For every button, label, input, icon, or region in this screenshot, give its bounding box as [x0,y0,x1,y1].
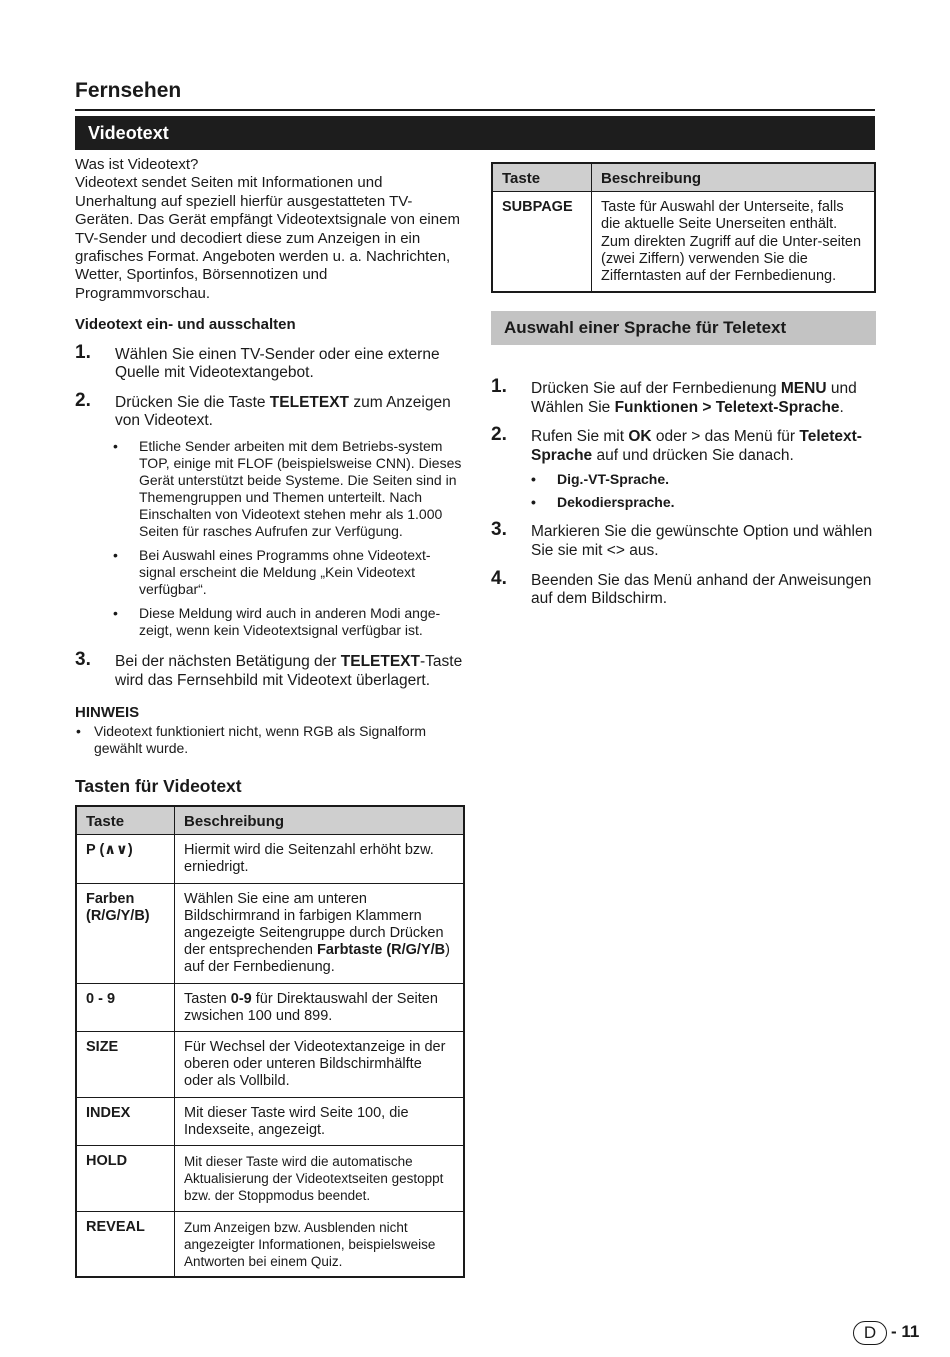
key-cell: SIZE [77,1032,175,1098]
step-text: Wählen Sie einen TV-Sender oder eine externe Quelle mit Videotextangebot. [115,345,440,382]
col-desc-header: Beschreibung [592,164,875,192]
step-number: 3. [75,649,91,671]
language-bullets [491,471,876,511]
step-key: Funktionen [614,398,699,416]
step-number: 4. [491,567,507,589]
key-cell: SUBPAGE [493,192,592,292]
language-step [491,519,876,560]
bullet-item: • Diese Meldung wird auch in anderen Modi ange-zeigt, wenn kein Videotextsignal verfügbar ist. [139,605,465,639]
key-cell: Farben (R/G/Y/B) [77,883,175,983]
language-heading: Auswahl einer Sprache für Teletext [504,318,787,337]
intro-question: Was ist Videotext? [75,156,199,173]
note-text: • Videotext funktioniert nicht, wenn RGB als Signalform gewählt wurde. [75,723,465,758]
keys-table [75,805,465,1278]
table-row [77,835,464,883]
step-key: MENU [780,380,827,397]
language-bar [491,311,876,345]
step-number: 2. [491,424,507,446]
step-text: oder > das Menü für [651,428,800,446]
bullet-item: • Bei Auswahl eines Programms ohne Videotext-signal erscheint die Meldung „Kein Videotext verfügbar“. [139,547,465,598]
step-key: TELETEXT [269,393,350,411]
step-text: Beenden Sie das Menü anhand der Anweisungen auf dem Bildschirm. [531,571,872,608]
toggle-step [75,649,465,690]
bullet-item: • Dekodiersprache. [557,494,876,511]
toggle-bullets [75,438,465,639]
right-column [491,162,876,293]
table-row [77,1211,464,1277]
desc-cell: Für Wechsel der Videotextanzeige in der oberen oder unteren Bildschirmhälfte oder als Vollbild. [175,1032,464,1098]
language-step [491,567,876,609]
table-header-row [493,164,875,192]
keys-heading: Tasten für Videotext [75,775,242,796]
step-key: Teletext-Sprache [715,398,840,416]
left-column [75,156,465,1278]
key-cell: INDEX [77,1097,175,1145]
step-text: auf und drücken Sie danach. [592,446,794,464]
language-badge: D [853,1321,887,1345]
step-key: Teletext-Sprache [531,428,862,464]
intro [75,156,465,303]
language-step [491,376,876,417]
col-key-header: Taste [77,807,175,835]
step-text: zum Anzeigen von Videotext. [115,393,451,430]
desc-cell: Mit dieser Taste wird Seite 100, die Indexseite, angezeigt. [175,1097,464,1145]
step-number: 3. [491,519,507,541]
toggle-step [75,341,465,383]
toggle-heading: Videotext ein- und ausschalten [75,316,296,334]
step-number: 1. [75,341,91,363]
col-desc-header: Beschreibung [175,807,464,835]
desc-cell [175,883,464,983]
table-row [77,1032,464,1098]
table-row [77,1097,464,1145]
intro-text: Videotext sendet Seiten mit Informationen und Unerhaltung auf speziell hierfür ausgestatteten TV-Geräten. Das Gerät empfängt Videotextsignale von einem TV-Sender und decodiert diese zum Anzeigen in ein grafisches Format. Angeboten werden u. a. Nachrichten, Wetter, Sportinfos, Börsennotizen und Programmvorschau. [75,174,460,302]
page-number: - 11 [891,1322,920,1341]
step-text: -Taste wird das Fernsehbild mit Videotext überlagert. [115,653,463,689]
desc-cell: Mit dieser Taste wird die automatische Aktualisierung der Videotextseiten gestoppt bzw. der Stoppmodus beendet. [175,1146,464,1212]
key-cell: P (∧∨) [77,835,175,883]
col-key-header: Taste [493,164,592,192]
desc-cell: Hiermit wird die Seitenzahl erhöht bzw. erniedrigt. [175,835,464,883]
language-step [491,424,876,465]
table-header-row [77,807,464,835]
desc-cell: Zum Anzeigen bzw. Ausblenden nicht angezeigter Informationen, beispielsweise Antworten bei einem Quiz. [175,1211,464,1277]
table-row [77,983,464,1031]
key-cell: REVEAL [77,1211,175,1277]
step-text: Drücken Sie auf der Fernbedienung [531,380,781,397]
header-rule [75,109,875,111]
language-section [491,311,876,609]
step-key: OK [628,428,652,446]
table-row [77,883,464,983]
table-row [77,1146,464,1212]
desc-text: Wählen Sie eine am unteren Bildschirmrand in farbigen Klammern angezeigte Seitengruppe durch Drücken der entsprechenden [184,890,444,959]
step-text: und Wählen Sie [531,380,857,416]
desc-text: Tasten [184,990,231,1007]
desc-bold: 0-9 [230,990,252,1007]
step-text: Rufen Sie mit [531,428,629,446]
bullet-item: • Etliche Sender arbeiten mit dem Betriebs-system TOP, einige mit FLOF (beispielsweise CNN). Dieses Gerät unterstützt beide Systeme. Die Seiten sind in Themengruppen und Themen unterteilt. Nach Einschalten von Videotext stehen mehr als 1.000 Seiten für rasches Aufrufen zur Verfügung. [139,438,465,540]
desc-bold: Farbtaste (R/G/Y/B [317,942,446,959]
table-row [493,192,875,292]
step-text: Drücken Sie die Taste [115,393,270,411]
step-key: TELETEXT [340,653,420,671]
step-text: . [839,398,844,416]
desc-text: für Direktauswahl der Seiten zwsichen 100 und 899. [184,990,438,1024]
desc-cell: Taste für Auswahl der Unterseite, falls die aktuelle Seite Unerseiten enthält. Zum direkten Zugriff auf die Unter-seiten (zwei Ziffern) verwenden Sie die Zifferntasten auf der Fernbedienung. [592,192,875,292]
subpage-table [491,162,876,293]
desc-text: ) auf der Fernbedienung. [184,942,450,976]
step-text: > [698,398,716,416]
step-number: 2. [75,389,91,411]
bullet-item: • Dig.-VT-Sprache. [557,471,876,488]
page-title: Fernsehen [75,79,182,102]
section-bar [75,116,875,150]
step-text: Bei der nächsten Betätigung der [115,653,341,671]
key-cell: HOLD [77,1146,175,1212]
note-heading: HINWEIS [75,704,140,722]
section-title: Videotext [88,123,169,143]
toggle-step [75,389,465,431]
step-number: 1. [491,376,507,397]
step-text: Markieren Sie die gewünschte Option und wählen Sie sie mit <> aus. [531,523,873,559]
desc-cell [175,983,464,1031]
key-cell: 0 - 9 [77,983,175,1031]
